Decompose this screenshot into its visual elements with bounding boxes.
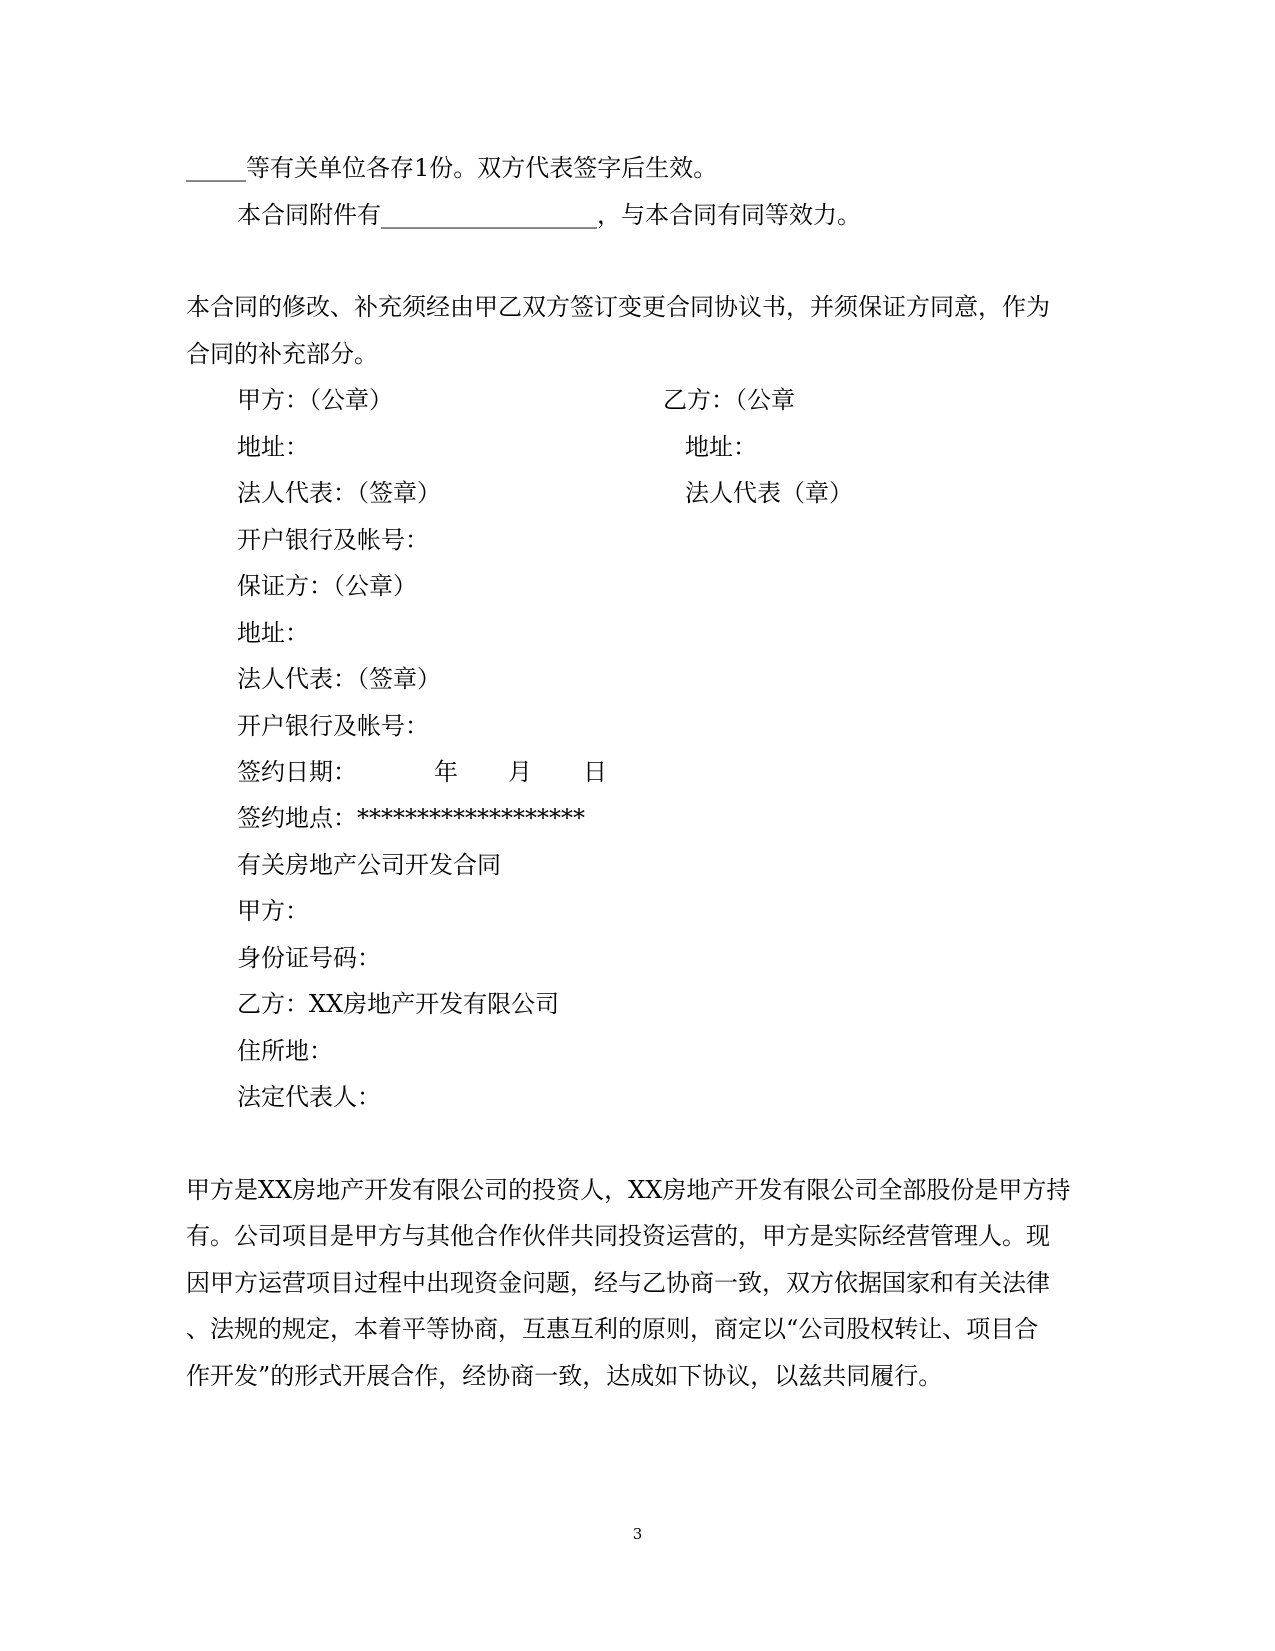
amendment-line-2: 合同的补充部分。 [186,340,378,368]
paragraph-line-1: 甲方是XX房地产开发有限公司的投资人，XX房地产开发有限公司全部股份是甲方持 [186,1176,1071,1204]
party-b-address: 地址： [685,433,757,461]
guarantor-address: 地址： [237,619,309,647]
paragraph-line-4: 、法规的规定，本着平等协商，互惠互利的原则，商定以“公司股权转让、项目合 [186,1315,1039,1343]
party-a-seal: 甲方：（公章） [237,386,393,414]
paragraph-line-5: 作开发”的形式开展合作，经协商一致，达成如下协议，以兹共同履行。 [186,1362,943,1390]
signing-date-month: 月 [508,758,532,786]
guarantor-bank-account: 开户银行及帐号： [237,712,429,740]
id-number-field: 身份证号码： [237,944,381,972]
party-a-field: 甲方： [237,897,309,925]
contract-title: 有关房地产公司开发合同 [237,851,501,879]
party-a-address: 地址： [237,433,309,461]
signing-date-year: 年 [434,758,458,786]
guarantor-legal-representative: 法人代表：（签章） [237,665,441,693]
signing-place: 签约地点：******************* [237,804,585,832]
party-a-legal-representative: 法人代表：（签章） [237,479,441,507]
party-a-bank-account: 开户银行及帐号： [237,526,429,554]
party-b-legal-representative: 法人代表（章） [685,479,853,507]
attachment-line: 本合同附件有__________________，与本合同有同等效力。 [237,201,861,229]
party-b-field: 乙方：XX房地产开发有限公司 [237,990,560,1018]
copy-distribution-line: _____等有关单位各存1份。双方代表签字后生效。 [186,154,718,182]
page-number: 3 [632,1525,643,1543]
domicile-field: 住所地： [237,1037,333,1065]
signing-date-label: 签约日期： [237,758,357,786]
paragraph-line-2: 有。公司项目是甲方与其他合作伙伴共同投资运营的，甲方是实际经营管理人。现 [186,1222,1050,1250]
paragraph-line-3: 因甲方运营项目过程中出现资金问题，经与乙协商一致，双方依据国家和有关法律 [186,1269,1050,1297]
guarantor-seal: 保证方：（公章） [237,572,417,600]
legal-representative-field: 法定代表人： [237,1083,381,1111]
party-b-seal: 乙方：（公章 [663,386,795,414]
signing-date-day: 日 [583,758,607,786]
amendment-line-1: 本合同的修改、补充须经由甲乙双方签订变更合同协议书，并须保证方同意，作为 [186,293,1050,321]
